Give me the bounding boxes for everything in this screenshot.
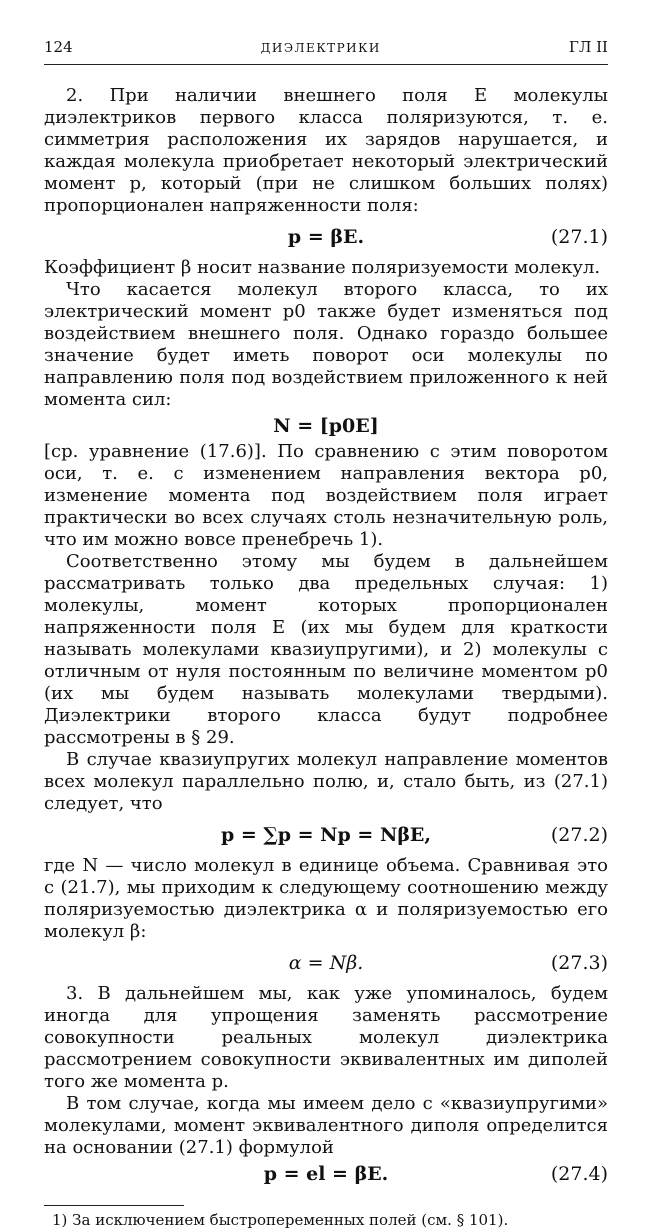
equation-27-3 <box>44 943 608 983</box>
footnote: 1) За исключением быстропеременных полей (см. § 101). <box>52 1211 509 1229</box>
equation-27-4 <box>44 1159 608 1189</box>
equation-number: (27.2) <box>550 824 608 846</box>
equation-formula: α = Nβ. <box>288 952 364 974</box>
equation-27-2 <box>44 815 608 855</box>
paragraph-8: 3. В дальнейшем мы, как уже упоминалось, будем иногда для упрощения заменять рассмотрение совокупности реальных молекул диэлектрика рассмотрением совокупности эквивалентных им диполей того же момента p. <box>44 983 608 1092</box>
book-page <box>44 38 608 1230</box>
paragraph-5: Соответственно этому мы будем в дальнейшем рассматривать только два предельных случая: 1) молекулы, момент которых пропорционален напряженности поля E (их мы будем для краткости называть молекулами квазиупругими), и 2) молекулы с отличным от нуля постоянным по величине моментом p0 (их мы будем называть молекулами твердыми). Диэлектрики второго класса будут подробнее рассмотрены в § 29. <box>44 551 608 748</box>
footnote-rule <box>44 1205 184 1206</box>
equation-number: (27.4) <box>550 1163 608 1185</box>
equation-formula: p = βE. <box>287 226 365 248</box>
equation-formula: p = el = βE. <box>263 1163 389 1185</box>
running-title: ДИЭЛЕКТРИКИ <box>260 41 381 55</box>
header-rule <box>44 64 608 65</box>
paragraph-9: В том случае, когда мы имеем дело с «квазиупругими» молекулами, момент эквивалентного диполя определится на основании (27.1) формулой <box>44 1093 608 1158</box>
equation-number: (27.3) <box>550 952 608 974</box>
paragraph-7: где N — число молекул в единице объема. Сравнивая это с (21.7), мы приходим к следующему соотношению между поляризуемостью диэлектрика α и поляризуемостью его молекул β: <box>44 855 608 942</box>
chapter-label: ГЛ II <box>568 38 608 56</box>
equation-27-1 <box>44 217 608 257</box>
equation-number: (27.1) <box>550 226 608 248</box>
paragraph-2: Коэффициент β носит название поляризуемости молекул. <box>44 257 601 278</box>
paragraph-6: В случае квазиупругих молекул направление моментов всех молекул параллельно полю, и, стало быть, из (27.1) следует, что <box>44 749 608 814</box>
paragraph-4: [ср. уравнение (17.6)]. По сравнению с этим поворотом оси, т. е. с изменением направления вектора p0, изменение момента под воздействием поля играет практически во всех случаях столь незначительную роль, что им можно вовсе пренебречь 1). <box>44 441 608 550</box>
equation-torque <box>44 411 608 441</box>
running-header <box>44 38 608 60</box>
equation-formula: N = [p0E] <box>273 415 379 437</box>
page-number: 124 <box>44 38 73 56</box>
paragraph-1: 2. При наличии внешнего поля E молекулы диэлектриков первого класса поляризуются, т. е. симметрия расположения их зарядов нарушается, и каждая молекула приобретает некоторый электрический момент p, который (при не слишком больших полях) пропорционален напряженности поля: <box>44 85 608 216</box>
paragraph-3: Что касается молекул второго класса, то их электрический момент p0 также будет изменяться под воздействием внешнего поля. Однако гораздо большее значение будет иметь поворот оси молекулы по направлению поля под воздействием приложенного к ней момента сил: <box>44 279 608 410</box>
equation-formula: p = ∑p = Np = NβE, <box>220 824 432 846</box>
